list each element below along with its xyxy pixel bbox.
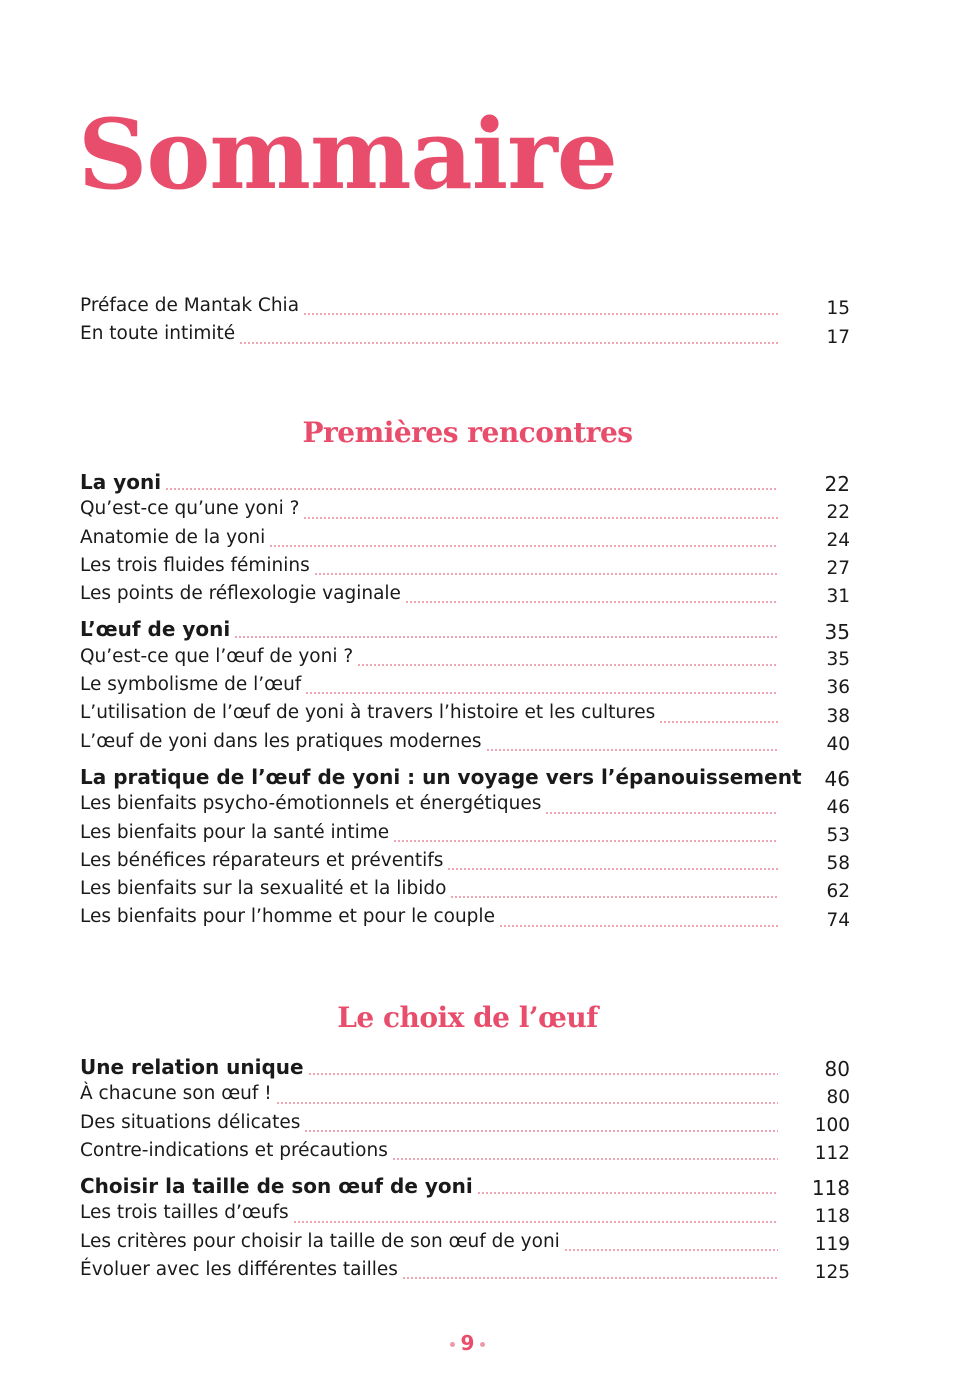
toc-entry[interactable] (80, 1202, 850, 1230)
toc-chapter-entry[interactable] (80, 617, 850, 645)
toc-entry-label: En toute intimité (80, 323, 236, 345)
toc-entry-label: Contre-indications et précautions (80, 1139, 388, 1161)
toc-entry-page: 38 (826, 705, 850, 727)
section-title: Premières rencontres (302, 416, 633, 449)
toc-entry-page: 35 (824, 619, 850, 644)
toc-entry-page: 112 (814, 1143, 850, 1165)
toc-entry[interactable] (80, 1231, 850, 1259)
toc-entry-page: 125 (814, 1262, 850, 1284)
toc-entry[interactable] (80, 878, 850, 906)
toc-entry-label: Les bienfaits psycho-émotionnels et énergétiques (80, 793, 542, 815)
dot-leader (303, 313, 778, 315)
toc-entry[interactable] (80, 906, 850, 934)
toc-entry-page: 80 (824, 1057, 850, 1082)
bullet-icon (450, 1342, 455, 1347)
toc-section (80, 1055, 850, 1287)
toc-entry-label: L’œuf de yoni (80, 617, 231, 642)
dot-leader (545, 812, 778, 814)
toc-entry[interactable] (80, 323, 850, 351)
toc-entry-label: Qu’est-ce qu’une yoni ? (80, 498, 300, 520)
toc-entry-label: Les bienfaits sur la sexualité et la libido (80, 878, 447, 900)
toc-entry[interactable] (80, 646, 850, 674)
toc-chapter-entry[interactable] (80, 1174, 850, 1202)
toc-entry-page: 17 (826, 326, 850, 348)
dot-leader (239, 342, 778, 344)
toc-entry[interactable] (80, 555, 850, 583)
toc-entry[interactable] (80, 1112, 850, 1140)
toc-entry-label: Les bénéfices réparateurs et préventifs (80, 849, 444, 871)
toc-entry-label: L’utilisation de l’œuf de yoni à travers l’histoire et les cultures (80, 702, 656, 724)
toc-entry-page: 118 (811, 1176, 850, 1201)
toc-entry-page: 27 (826, 558, 850, 580)
toc-entry-label: Les bienfaits pour la santé intime (80, 821, 390, 843)
toc-entry[interactable] (80, 674, 850, 702)
toc-entry[interactable] (80, 295, 850, 323)
dot-leader (499, 925, 778, 927)
toc-entry-page: 100 (814, 1114, 850, 1136)
toc-entry-page: 80 (826, 1086, 850, 1108)
toc-entry-page: 74 (826, 909, 850, 931)
toc-entry-page: 35 (826, 649, 850, 671)
dot-leader (269, 545, 778, 547)
dot-leader (564, 1249, 778, 1251)
toc-entry-label: Les critères pour choisir la taille de son œuf de yoni (80, 1230, 560, 1252)
dot-leader (477, 1192, 778, 1194)
page-title: Sommaire (78, 98, 617, 211)
toc-entry[interactable] (80, 1259, 850, 1287)
toc-entry-label: Préface de Mantak Chia (80, 295, 300, 316)
toc-chapter-entry[interactable] (80, 470, 850, 498)
dot-leader (308, 1073, 778, 1075)
toc-entry-label: À chacune son œuf ! (80, 1083, 272, 1105)
toc-entry-page: 62 (826, 881, 850, 903)
toc-entry[interactable] (80, 702, 850, 730)
toc-entry[interactable] (80, 498, 850, 526)
toc-entry[interactable] (80, 731, 850, 759)
toc-entry-label: Évoluer avec les différentes tailles (80, 1259, 398, 1281)
toc-entry-page: 53 (826, 824, 850, 846)
toc-entry-page: 15 (826, 298, 850, 320)
page-number-value: 9 (460, 1331, 475, 1355)
page-number (0, 1331, 935, 1355)
toc-entry[interactable] (80, 527, 850, 555)
toc-entry-label: Choisir la taille de son œuf de yoni (80, 1174, 473, 1199)
dot-leader (393, 840, 778, 842)
toc-chapter-entry[interactable] (80, 1055, 850, 1083)
toc-entry-page: 22 (824, 472, 850, 497)
toc-entry-page: 58 (826, 853, 850, 875)
toc-entry[interactable] (80, 583, 850, 611)
dot-leader (450, 896, 778, 898)
section-title: Le choix de l’œuf (337, 1001, 598, 1034)
dot-leader (392, 1158, 778, 1160)
toc-entry-page: 119 (814, 1234, 850, 1256)
toc-section (80, 470, 850, 935)
toc-entry-label: L’œuf de yoni dans les pratiques modernes (80, 730, 482, 752)
toc-entry-label: Les trois tailles d’œufs (80, 1202, 289, 1224)
toc-entry-page: 40 (826, 733, 850, 755)
dot-leader (304, 1130, 778, 1132)
dot-leader (405, 601, 778, 603)
toc-entry-label: Une relation unique (80, 1055, 304, 1079)
toc-entry[interactable] (80, 1083, 850, 1111)
toc-entry-label: Les trois fluides féminins (80, 554, 310, 576)
dot-leader (402, 1277, 778, 1279)
toc-entry[interactable] (80, 822, 850, 850)
toc-entry-page: 31 (826, 586, 850, 608)
toc-intro (80, 295, 850, 352)
dot-leader (276, 1102, 778, 1104)
dot-leader (293, 1221, 778, 1223)
toc-entry-label: La yoni (80, 470, 162, 494)
toc-entry-label: Des situations délicates (80, 1111, 301, 1133)
toc-entry-label: Anatomie de la yoni (80, 526, 266, 548)
dot-leader (303, 517, 778, 519)
toc-entry-page: 22 (826, 501, 850, 523)
toc-entry-label: Les points de réflexologie vaginale (80, 583, 401, 605)
dot-leader (314, 573, 778, 575)
toc-entry[interactable] (80, 850, 850, 878)
bullet-icon (480, 1342, 485, 1347)
toc-entry-label: Qu’est-ce que l’œuf de yoni ? (80, 645, 354, 667)
dot-leader (486, 749, 778, 751)
dot-leader (165, 488, 778, 490)
toc-entry-label: Le symbolisme de l’œuf (80, 674, 302, 696)
toc-entry-page: 118 (814, 1205, 850, 1227)
toc-entry-label: La pratique de l’œuf de yoni : un voyage vers l’épanouissement (80, 764, 802, 789)
toc-entry-page: 36 (826, 677, 850, 699)
toc-entry-label: Les bienfaits pour l’homme et pour le couple (80, 906, 495, 928)
toc-entry[interactable] (80, 1140, 850, 1168)
dot-leader (659, 721, 778, 723)
toc-chapter-entry[interactable] (80, 765, 850, 793)
toc-entry-page: 46 (826, 796, 850, 818)
dot-leader (305, 692, 778, 694)
dot-leader (357, 664, 778, 666)
toc-entry[interactable] (80, 793, 850, 821)
dot-leader (234, 636, 778, 638)
toc-entry-page: 24 (826, 529, 850, 551)
dot-leader (447, 868, 778, 870)
toc-entry-page: 46 (824, 767, 850, 792)
